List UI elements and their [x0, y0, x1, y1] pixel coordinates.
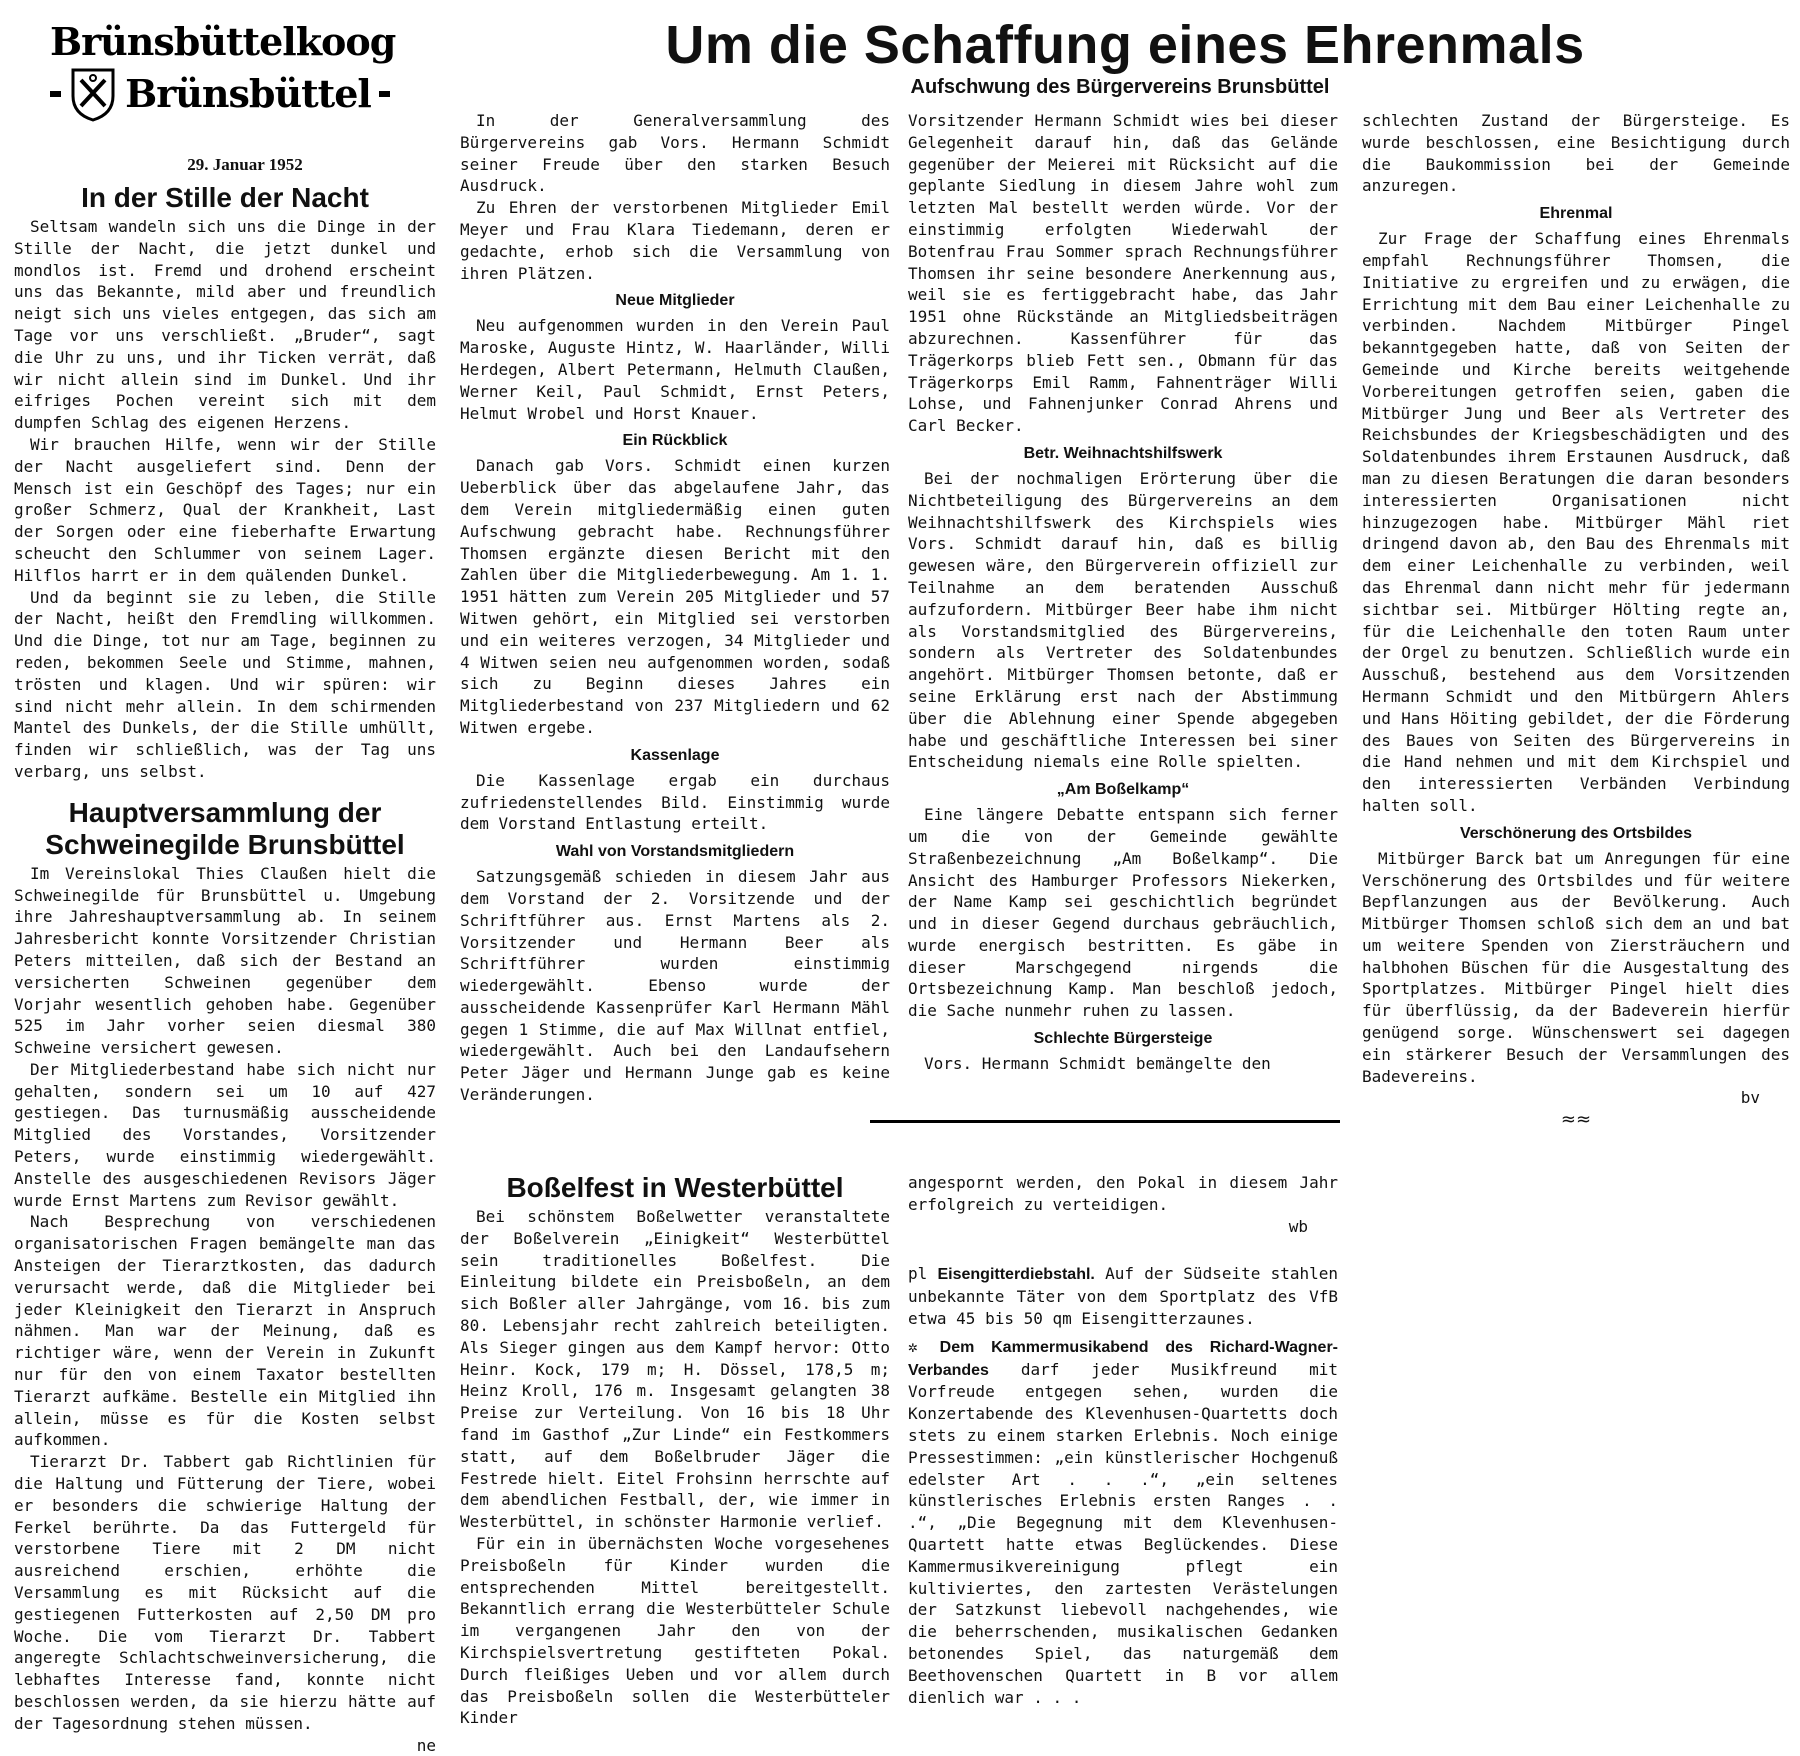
article-para: Vors. Hermann Schmidt bemängelte den: [924, 1054, 1271, 1074]
article-para: Danach gab Vors. Schmidt einen kurzen Ueberblick über das abgelaufene Jahr, das dem Verein mitgliedermäßig einen guten Aufschwung gebracht habe. Rechnungsführer Thomsen ergänzte diesen Bericht mit den Zahlen über die Mitgliederbewegung. Am 1. 1. 1951 hätten zum Verein 205 Mitglieder und 57 Witwen gehört, ein Mitglied sei verstorben und ein weiteres verzogen, 34 Mitglieder und 4 Witwen seien neu aufgenommen worden, sodaß sich zu Beginn dieses Jahres ein Mitgliederbestand von 237 Mitgliedern und 62 Witwen ergebe.: [460, 456, 890, 737]
article-column-2: [908, 110, 1338, 1075]
article-column-3: [1362, 110, 1790, 1131]
masthead-line2: Brünsbüttel: [125, 71, 371, 116]
subheading-bosselkamp: „Am Boßelkamp“: [1056, 781, 1190, 799]
schwein-para: Tierarzt Dr. Tabbert gab Richtlinien für die Haltung und Fütterung der Tiere, wobei er besonders die schwierige Haltung der Ferkel berührte. Da das Futtergeld für verstorbene Tiere mit 2 DM nicht ausreichend erschien, erhöhte die Versammlung es mit Rücksicht auf die gestiegenen Futterkosten auf 2,50 DM pro Woche. Die vom Tierarzt Dr. Tabbert angeregte Schlachtschweinversicherung, die lebhaftes Interesse fand, konnte nicht beschlossen werden, da sie hierzu hätte auf der Tagesordnung stehen müssen.: [14, 1452, 436, 1733]
main-subhead: Aufschwung des Bürgervereins Brunsbüttel: [910, 76, 1330, 98]
subheading-ortsbild: Verschönerung des Ortsbildes: [1459, 824, 1693, 842]
article-para: Zur Frage der Schaffung eines Ehrenmals empfahl Rechnungsführer Thomsen, die Initiative zu ergreifen und zu erwägen, die Errichtung mit dem Bau einer Leichenhalle zu verbinden. Nachdem Mitbürger Pingel bekanntgegeben hatte, daß von Seiten der Gemeinde und Kirche bereits weitgehende Vorbereitungen getroffen seien, gaben die Mitbürger Jung und Beer als Vertreter des Reichsbundes der Kriegsbeschädigten und des Soldatenbundes ihrem Erstaunen Ausdruck, daß man zu diesen Beratungen die daran besonders interessierten Organisationen nicht hinzugezogen habe. Mitbürger Mähl riet dringend davon ab, den Bau des Ehrenmals mit dem einer Leichenhalle zu verbinden, weil das Ehrenmal dann nicht mehr für jedermann sichtbar sei. Mitbürger Hölting regte an, für die Leichenhalle den toten Raum unter der Orgel zu benutzen. Schließlich wurde ein Ausschuß, bestehend aus dem Vorsitzenden Hermann Schmidt und den Mitbürgern Ahlers und Hans Höiting gebildet, der die Förderung des Baues von Seiten des Bürgervereins in die Hand nehmen und mit dem Kirchspiel und den interessierten Verbänden Verbindung halten soll.: [1362, 229, 1790, 815]
stille-para: Seltsam wandeln sich uns die Dinge in der Stille der Nacht, die jetzt dunkel und mondlos ist. Fremd und drohend erscheint uns das Bekannte, mild aber und freundlich neigt sich uns vieles entgegen, das sich am Tage vor uns verschließt. „Bruder“, sagt die Uhr zu uns, und ihr Ticken verrät, daß wir nicht allein sind im Dunkel. Und ihr eifriges Pochen vereint sich mit dem dumpfen Schlag des eigenen Herzens.: [14, 217, 436, 433]
article-signature: bv: [1740, 1088, 1760, 1108]
subheading-kassenlage: Kassenlage: [630, 746, 720, 764]
subheading-weihnachtshilfswerk: Betr. Weihnachtshilfswerk: [1023, 444, 1223, 462]
brief-eisen-title: Eisengitterdiebstahl.: [937, 1266, 1095, 1284]
article-column-1: [460, 110, 890, 1106]
schwein-title: Hauptversammlung der Schweinegilde Brunsbüttel: [45, 796, 405, 860]
subheading-neue-mitglieder: Neue Mitglieder: [615, 292, 735, 310]
masthead-bar-left: [50, 91, 61, 97]
brief-kammer-title: Dem Kammermusikabend des Richard-Wagner-Verbandes: [908, 1338, 1338, 1379]
article-para: Vorsitzender Hermann Schmidt wies bei dieser Gelegenheit darauf hin, daß das Gelände gegenüber der Meierei mit Rücksicht auf die geplante Siedlung in diesem Jahre wohl zum letzten Mal bestellt werden würde. Vor der einstimmig erfolgten Wiederwahl der Botenfrau Frau Sommer sprach Rechnungsführer Thomsen ihr seine besondere Anerkennung aus, weil sie es fertiggebracht habe, das Jahr 1951 ohne Rückstände an Mitgliedsbeiträgen abzurechnen. Kassenführer für das Trägerkorps blieb Fett sen., Obmann für das Trägerkorps Emil Ramm, Fahnenträger Willi Lohse, und Fahnenjunker Conrad Ahrens und Carl Becker.: [908, 111, 1338, 436]
brief-eisen-text: Auf der Südseite stahlen unbekannte Täter von dem Sportplatz des VfB etwa 45 bis 50 qm Eisengitterzaunes.: [908, 1264, 1338, 1328]
stille-title: In der Stille der Nacht: [81, 182, 369, 213]
main-headline: Um die Schaffung eines Ehrenmals: [665, 15, 1585, 75]
brief-eisengitter: [908, 1263, 1338, 1329]
schwein-signature: ne: [416, 1735, 436, 1755]
masthead-row: [50, 66, 390, 122]
brief-prefix: pl: [908, 1264, 928, 1284]
article-para: In der Generalversammlung des Bürgervereins gab Vors. Hermann Schmidt seiner Freude über den starken Besuch Ausdruck.: [460, 111, 890, 196]
article-para: Eine längere Debatte entspann sich ferner um die von der Gemeinde gewählte Straßenbezeichnung „Am Boßelkamp“. Die Ansicht des Hamburger Professors Niekerken, der Name Kamp sei geschichtlich begründet und in dieser Gegend durchaus gebräuchlich, wurde energisch bestritten. Es gäbe in dieser Marschgegend nirgends die Ortsbezeichnung Kamp. Man beschloß jedoch, die Sache nunmehr ruhen zu lassen.: [908, 805, 1338, 1021]
masthead-bar-right: [379, 91, 390, 97]
bosselfest-para: Für ein in übernächsten Woche vorgesehenes Preisboßeln für Kinder wurden die entsprechenden Mittel bereitgestellt. Bekanntlich errang die Westerbütteler Schule im vergangenen Jahr den von der Kirchspielsvertretung gestifteten Pokal. Durch fleißiges Ueben und vor allem durch das Preisboßeln sollen die Westerbütteler Kinder: [460, 1533, 890, 1728]
article-para: Satzungsgemäß schieden in diesem Jahr aus dem Vorstand der 2. Vorsitzende und der Schriftführer aus. Ernst Martens als 2. Vorsitzender und Hermann Beer als Schriftführer wurden einstimmig wiedergewählt. Ebenso wurde der ausscheidende Kassenprüfer Karl Hermann Mähl gegen 1 Stimme, die auf Max Willnat entfiel, wiedergewählt. Auch bei den Landaufsehern Peter Jäger und Hermann Junge gab es keine Veränderungen.: [460, 867, 890, 1105]
subheading-buergersteige: Schlechte Bürgersteige: [1033, 1030, 1213, 1048]
briefs-column: [908, 1172, 1338, 1708]
article-para: Die Kassenlage ergab ein durchaus zufriedenstellendes Bild. Einstimmig wurde dem Vorstand Entlastung erteilt.: [460, 770, 890, 834]
schwein-para: Im Vereinslokal Thies Claußen hielt die Schweinegilde für Brunsbüttel u. Umgebung ihre Jahreshauptversammlung ab. In seinem Jahresbericht konnte Vorsitzender Christian Peters mitteilen, daß sich der Bestand an versicherten Schweinen gegenüber dem Vorjahr wesentlich gehoben habe. Gegenüber 525 im Jahr vorher seien diesmal 380 Schweine versichert gewesen.: [14, 863, 436, 1058]
issue-date: 29. Januar 1952: [187, 155, 303, 174]
brief-kammer-text: darf jeder Musikfreund mit Vorfreude entgegen sehen, wurden die Konzertabende des Klevenhusen-Quartetts doch stets zu einem starken Erlebnis. Noch einige Pressestimmen: „ein künstlerischer Hochgenuß edelster Art . . .“, „ein seltenes künstlerisches Erlebnis ersten Ranges . . .“, „Die Begegnung mit dem Klevenhusen-Quartett hatte etwas Beglückendes. Diese Kammermusikvereinigung pflegt ein kultiviertes, den zartesten Verästelungen der Satzkunst liebevoll nachgehendes, wie die beherrschenden, musikalischen Gedanken betonendes Spiel, das naturgemäß dem Beethovenschen Quartett in B vor allem dienlich war . . .: [908, 1359, 1338, 1707]
schwein-para: Der Mitgliederbestand habe sich nicht nur gehalten, sondern sei um 10 auf 427 gestiegen. Das turnusmäßig ausscheidende Mitglied des Vorstandes, Vorsitzender Peters, wurde einstimmig wiedergewählt. Anstelle des ausgeschiedenen Revisors Jäger wurde Ernst Martens zum Revisor gewählt.: [14, 1059, 436, 1210]
column-left: [14, 176, 436, 1756]
brief-kammermusik: [908, 1336, 1338, 1709]
masthead-line1: Brünsbüttelkoog: [50, 19, 396, 64]
subheading-wahl: Wahl von Vorstandsmitgliedern: [555, 843, 795, 861]
subheading-rueckblick: Ein Rückblick: [622, 432, 728, 450]
end-mark: ≈≈: [1560, 1109, 1592, 1131]
article-para: Mitbürger Barck bat um Anregungen für eine Verschönerung des Ortsbildes und für weitere Bepflanzungen aus der Bevölkerung. Auch Mitbürger Thomsen schloß sich dem an und bat um weitere Spenden von Ziersträuchern und halbhohen Büschen für die Ausgestaltung des Sportplatzes. Mitbürger Pingel hielt dies für überflüssig, da der Badeverein hierfür genügend sorge. Wünschenswert sei dagegen ein stärkerer Besuch der Versammlungen des Badevereins.: [1362, 848, 1790, 1086]
masthead: [50, 18, 396, 130]
article-para: Neu aufgenommen wurden in den Verein Paul Maroske, Auguste Hintz, W. Haarländer, Willi Herdegen, Albert Petermann, Helmuth Claußen, Werner Keil, Paul Schmidt, Ernst Peters, Helmut Wrobel und Horst Knauer.: [460, 316, 890, 423]
stille-para: Und da beginnt sie zu leben, die Stille der Nacht, heißt den Fremdling willkommen. Und die Dinge, tot nur am Tage, beginnen zu reden, bekommen Seele und Stimme, mahnen, trösten und klagen. Und wir spüren: wir sind nicht mehr allein. In dem schirmenden Mantel des Dunkels, der die Stille umhüllt, finden wir schließlich, was der Tag uns verbarg, uns selbst.: [14, 587, 436, 781]
bosselfest-continuation: angespornt werden, den Pokal in diesem Jahr erfolgreich zu verteidigen.: [908, 1173, 1338, 1214]
schwein-para: Nach Besprechung von verschiedenen organisatorischen Fragen bemängelte man das Ansteigen der Tierarztkosten, das dadurch verursacht werde, daß die Mitglieder bei jeder Kleinigkeit den Tierarzt in Anspruch nähmen. Man war der Meinung, daß es richtiger wäre, wenn der Verein in Zukunft nur für den von einem Taxator bestellten Tierarzt aufkäme. Bestelle ein Mitglied ihn allein, müsse es für die Kosten selbst aufkommen.: [14, 1212, 436, 1450]
bosselfest-column: [460, 1166, 890, 1729]
bosselfest-para: Bei schönstem Boßelwetter veranstaltete der Boßelverein „Einigkeit“ Westerbüttel sein traditionelles Boßelfest. Die Einleitung bildete ein Preisboßeln, an dem sich Boßler aller Jahrgänge, vom 16. bis zum 80. Lebensjahr recht zahlreich beteiligten. Als Sieger gingen aus dem Kampf hervor: Otto Heinr. Kock, 179 m; H. Dössel, 178,5 m; Heinz Kroll, 176 m. Insgesamt gelangten 38 Preise zur Verteilung. Von 16 bis 18 Uhr fand im Gasthof „Zur Linde“ ein Festkommers statt, auf dem Boßelbruder Jäger die Festrede hielt. Eitel Frohsinn herrschte auf dem abendlichen Festball, der, wie immer in Westerbüttel, in schönster Harmonie verlief.: [460, 1207, 890, 1532]
bosselfest-signature: wb: [1288, 1216, 1308, 1236]
article-para: schlechten Zustand der Bürgersteige. Es wurde beschlossen, eine Besichtigung durch die Baukommission bei der Gemeinde anzuregen.: [1362, 111, 1790, 196]
anchor-crest-icon: [69, 66, 117, 122]
article-para: Zu Ehren der verstorbenen Mitglieder Emil Meyer und Frau Klara Tiedemann, deren er gedachte, erhob sich die Versammlung von ihren Plätzen.: [460, 198, 890, 283]
bosselfest-title: Boßelfest in Westerbüttel: [506, 1172, 844, 1203]
stille-para: Wir brauchen Hilfe, wenn wir der Stille der Nacht ausgeliefert sind. Denn der Mensch ist ein Geschöpf des Tages; nur ein großer Schmerz, Qual der Krankheit, Last der Sorgen oder eine fieberhafte Erwartung scheucht den Schlummer von seinem Lager. Hilflos harrt er in dem quälenden Dunkel.: [14, 434, 436, 585]
star-icon: ✲: [908, 1336, 918, 1356]
section-divider: [870, 1120, 1340, 1123]
article-para: Bei der nochmaligen Erörterung über die Nichtbeteiligung des Bürgervereins an dem Weihnachtshilfswerk des Kirchspiels wies Vors. Schmidt darauf hin, daß es billig gewesen wäre, den Bürgerverein offiziell zur Teilnahme an dem beratenden Ausschuß aufzufordern. Mitbürger Beer habe ihm nicht als Vorstandsmitglied des Bürgervereins, sondern als Vertreter des Soldatenbundes angehört. Mitbürger Thomsen betonte, daß er seine Erklärung erst nach der Abstimmung über die Ablehnung einer Spende abgegeben habe und geschäftliche Interessen bei siner Entscheidung niemals eine Rolle spielten.: [908, 468, 1338, 772]
subheading-ehrenmal: Ehrenmal: [1539, 205, 1613, 223]
